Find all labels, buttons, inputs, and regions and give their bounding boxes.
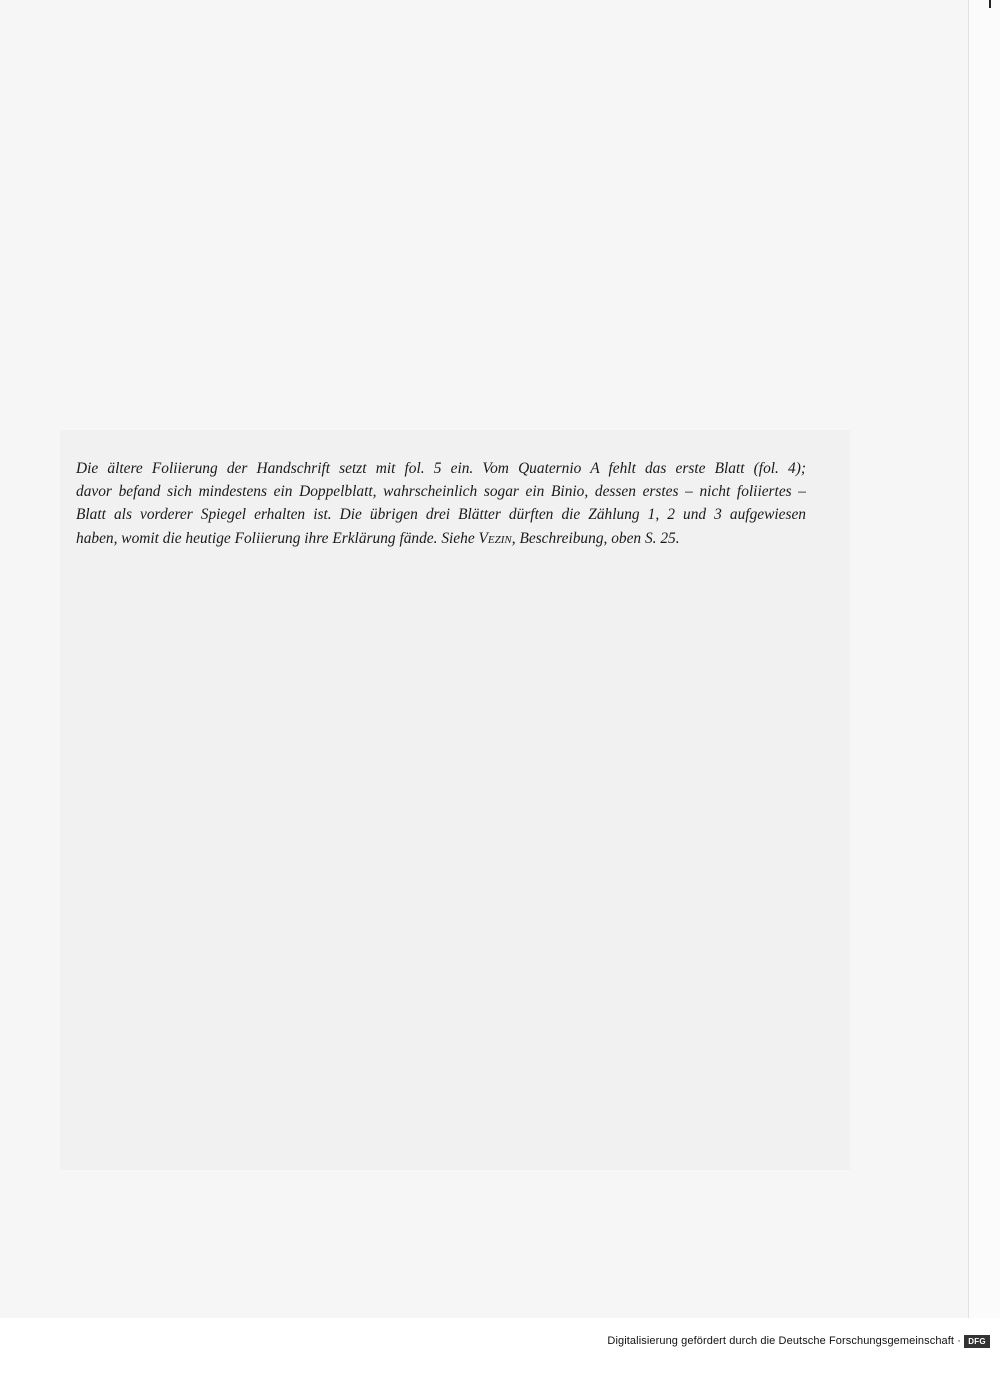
- corner-mark: [989, 0, 991, 8]
- author-name: Vezin: [478, 529, 512, 547]
- footnote-tail: , Beschreibung, oben S. 25.: [511, 529, 680, 547]
- footnote-text: [76, 457, 806, 550]
- page-edge: [968, 0, 1000, 1318]
- footnote-line: Blatt als vorderer Spiegel erhalten ist. Die übrigen drei Blätter dürften die Zählung 1, 2 und 3 aufgewiesen: [76, 506, 806, 524]
- dfg-logo-icon: DFG: [964, 1335, 990, 1348]
- dfg-credit-bar: [607, 1333, 990, 1349]
- footnote-line: Die ältere Foliierung der Handschrift setzt mit fol. 5 ein. Vom Quaternio A fehlt das erste Blatt (fol. 4);: [76, 460, 806, 477]
- dfg-credit-text: Digitalisierung gefördert durch die Deutsche Forschungsgemeinschaft ·: [607, 1335, 961, 1347]
- footnote-line-text: haben, womit die heutige Foliierung ihre Erklärung fände. Siehe: [76, 529, 479, 547]
- footnote-line: davor befand sich mindestens ein Doppelblatt, wahrscheinlich sogar ein Binio, dessen erstes – nicht foliiertes –: [76, 483, 806, 501]
- footnote-line-last: [76, 527, 806, 550]
